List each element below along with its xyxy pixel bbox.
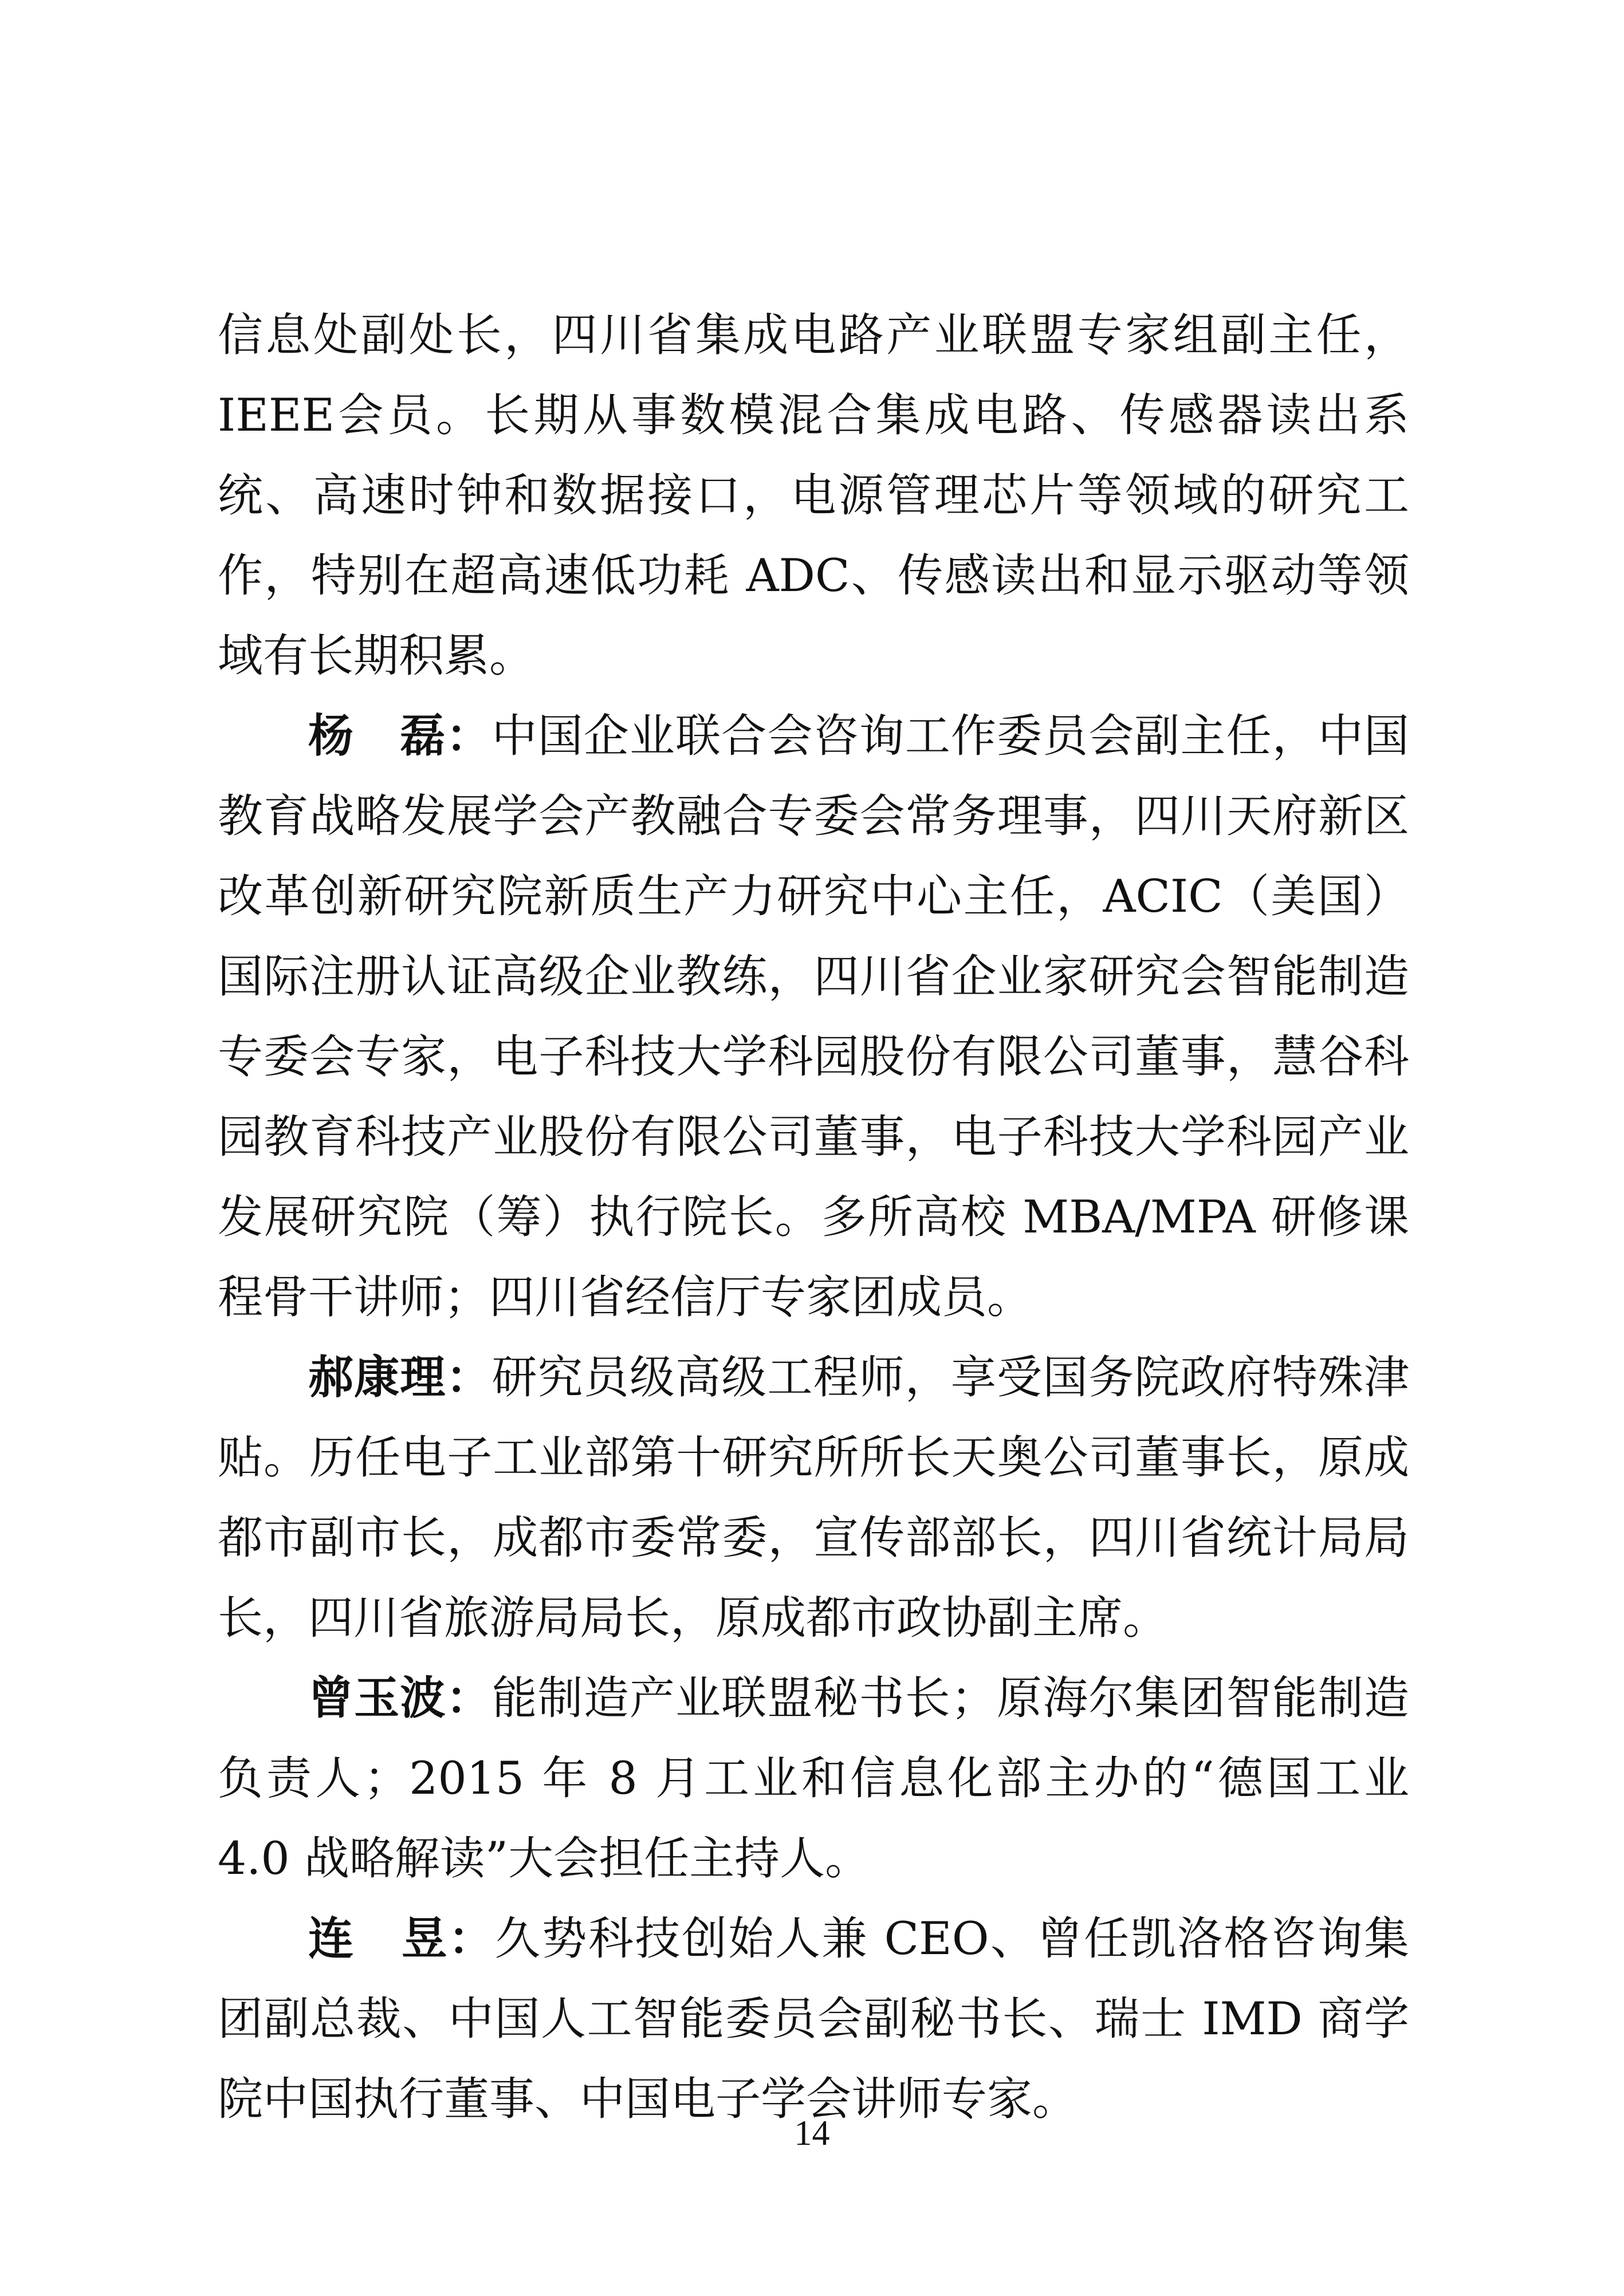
bio-paragraph-hao-kangli	[218, 1337, 1409, 1658]
intro-paragraph: 信息处副处长，四川省集成电路产业联盟专家组副主任，IEEE会员。长期从事数模混合集成电路、传感器读出系统、高速时钟和数据接口，电源管理芯片等领域的研究工作，特别在超高速低功耗 ADC、传感读出和显示驱动等领域有长期积累。	[218, 309, 1409, 682]
bio-text: 研究员级高级工程师，享受国务院政府特殊津贴。历任电子工业部第十研究所所长天奥公司董事长，原成都市副市长，成都市委常委，宣传部部长，四川省统计局局长，四川省旅游局局长，原成都市政协副主席。	[218, 1351, 1410, 1644]
bio-paragraph-lian-yu	[218, 1899, 1409, 2139]
bio-text: 久势科技创始人兼 CEO、曾任凯洛格咨询集团副总裁、中国人工智能委员会副秘书长、瑞士 IMD 商学院中国执行董事、中国电子学会讲师专家。	[218, 1912, 1409, 2125]
page-number: 14	[794, 2114, 830, 2153]
bio-name: 杨 磊：	[308, 710, 492, 762]
bio-name: 曾玉波：	[308, 1672, 492, 1724]
bio-text: 中国企业联合会咨询工作委员会副主任，中国教育战略发展学会产教融合专委会常务理事，四川天府新区改革创新研究院新质生产力研究中心主任，ACIC（美国）国际注册认证高级企业教练，四川省企业家研究会智能制造专委会专家，电子科技大学科园股份有限公司董事，慧谷科园教育科技产业股份有限公司董事，电子科技大学科园产业发展研究院（筹）执行院长。多所高校 MBA/MPA 研修课程骨干讲师；四川省经信厅专家团成员。	[218, 710, 1410, 1324]
body-text	[218, 295, 1409, 2139]
bio-paragraph-zeng-yubo	[218, 1658, 1409, 1899]
bio-text: 能制造产业联盟秘书长；原海尔集团智能制造负责人；2015 年 8 月工业和信息化部主办的“德国工业 4.0 战略解读”大会担任主持人。	[218, 1672, 1410, 1885]
bio-name: 郝康理：	[308, 1351, 492, 1404]
bio-paragraph-yang-lei	[218, 696, 1409, 1337]
bio-name: 连 昱：	[308, 1912, 495, 1965]
